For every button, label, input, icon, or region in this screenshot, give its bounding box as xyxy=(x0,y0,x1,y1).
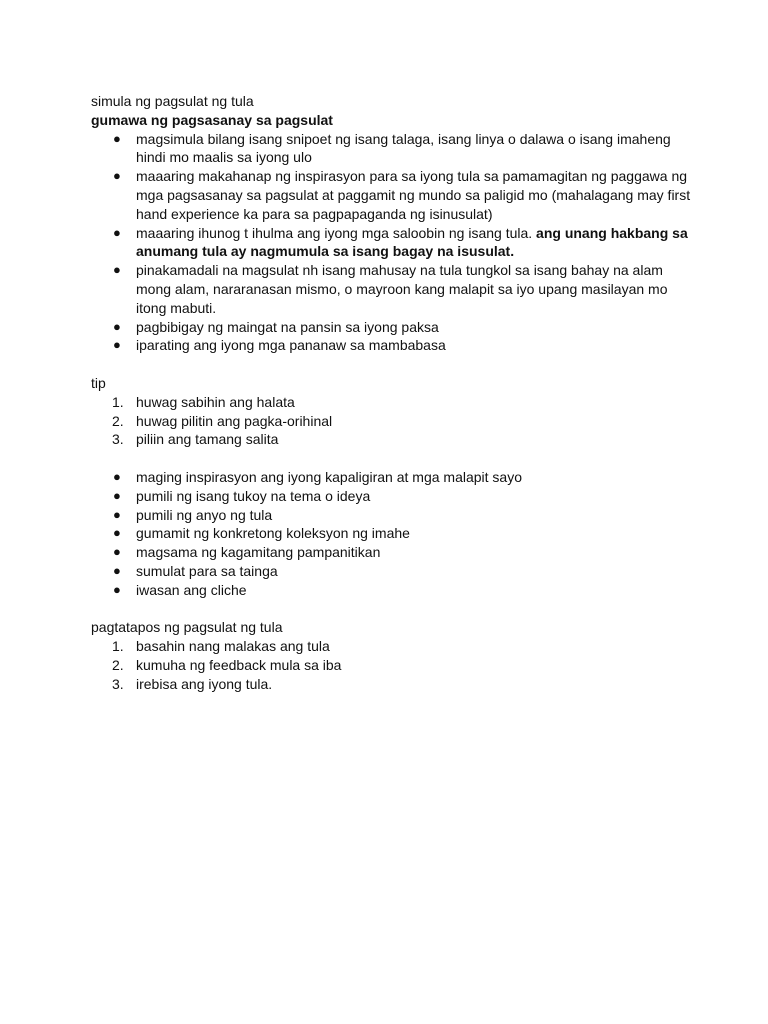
bullet-icon: ● xyxy=(113,262,121,278)
list-item xyxy=(91,430,691,449)
list-item xyxy=(91,468,691,487)
list-item-text: magsimula bilang isang snipoet ng isang talaga, isang linya o dalawa o isang imaheng hindi mo maalis sa iyong ulo xyxy=(136,130,671,166)
list-item xyxy=(91,581,691,600)
list-number: 3. xyxy=(112,675,124,692)
list-item xyxy=(91,543,691,562)
section3-numbered-list xyxy=(91,637,691,693)
spacer xyxy=(91,600,691,619)
bullet-icon: ● xyxy=(113,224,121,240)
list-item-text: irebisa ang iyong tula. xyxy=(136,675,273,692)
list-item-text: maaaring ihunog t ihulma ang iyong mga saloobin ng isang tula. xyxy=(136,224,537,241)
list-item-text: iparating ang iyong mga pananaw sa mambabasa xyxy=(136,337,446,354)
list-item-text: gumamit ng konkretong koleksyon ng imahe xyxy=(136,525,410,542)
list-item xyxy=(91,167,691,223)
spacer xyxy=(91,355,691,374)
document-page xyxy=(91,92,691,694)
section2-title: tip xyxy=(91,374,106,391)
list-number: 2. xyxy=(112,656,124,673)
list-item-text: huwag sabihin ang halata xyxy=(136,393,295,410)
bullet-icon: ● xyxy=(113,581,121,597)
bullet-icon: ● xyxy=(113,318,121,334)
list-item-text: sumulat para sa tainga xyxy=(136,562,278,579)
list-item-text: maging inspirasyon ang iyong kapaligiran at mga malapit sayo xyxy=(136,468,522,485)
bullet-icon: ● xyxy=(113,544,121,560)
list-item xyxy=(91,393,691,412)
list-item xyxy=(91,562,691,581)
bullet-icon: ● xyxy=(113,337,121,353)
list-item xyxy=(91,656,691,675)
list-item xyxy=(91,318,691,337)
list-item-text: pumili ng isang tukoy na tema o ideya xyxy=(136,487,371,504)
list-item-text: pinakamadali na magsulat nh isang mahusay na tula tungkol sa isang bahay na alam mong alam, nararanasan mismo, o mayroon kang malapit sa iyo upang masilayan mo itong mabuti. xyxy=(136,262,668,316)
section1-bullet-list xyxy=(91,130,691,356)
list-item-text: huwag pilitin ang pagka-orihinal xyxy=(136,412,333,429)
list-item-bold-text: ang unang hakbang sa anumang tula ay nagmumula sa isang bagay na isusulat. xyxy=(136,224,688,260)
list-item xyxy=(91,130,691,168)
section1-title: simula ng pagsulat ng tula xyxy=(91,93,254,109)
bullet-icon: ● xyxy=(113,168,121,184)
list-item-text: pumili ng anyo ng tula xyxy=(136,506,273,523)
bullet-icon: ● xyxy=(113,487,121,503)
bullet-icon: ● xyxy=(113,506,121,522)
list-item-text: piliin ang tamang salita xyxy=(136,431,279,448)
bullet-icon: ● xyxy=(113,525,121,541)
spacer xyxy=(91,449,691,468)
bullet-icon: ● xyxy=(113,130,121,146)
list-item xyxy=(91,336,691,355)
section3-title: pagtatapos ng pagsulat ng tula xyxy=(91,619,283,636)
list-number: 1. xyxy=(112,638,124,655)
list-item xyxy=(91,675,691,694)
list-item xyxy=(91,261,691,317)
list-number: 3. xyxy=(112,431,124,448)
list-item xyxy=(91,506,691,525)
list-item-text: iwasan ang cliche xyxy=(136,581,247,598)
list-item xyxy=(91,487,691,506)
list-item-text: maaaring makahanap ng inspirasyon para sa iyong tula sa pamamagitan ng paggawa ng mga pagsasanay sa pagsulat at paggamit ng mundo sa paligid mo (mahalagang may first hand experience ka para sa pagpapaganda ng isinusulat) xyxy=(136,168,691,222)
section1-subtitle: gumawa ng pagsasanay sa pagsulat xyxy=(91,111,333,128)
list-number: 1. xyxy=(112,393,124,410)
list-item-text: basahin nang malakas ang tula xyxy=(136,638,330,655)
section2-bullet-list xyxy=(91,468,691,600)
list-item xyxy=(91,412,691,431)
list-item xyxy=(91,224,691,262)
list-item xyxy=(91,524,691,543)
list-item-text: kumuha ng feedback mula sa iba xyxy=(136,656,342,673)
list-item xyxy=(91,637,691,656)
list-number: 2. xyxy=(112,412,124,429)
list-item-text: magsama ng kagamitang pampanitikan xyxy=(136,544,381,561)
section2-numbered-list xyxy=(91,393,691,449)
list-item-text: pagbibigay ng maingat na pansin sa iyong paksa xyxy=(136,318,439,335)
bullet-icon: ● xyxy=(113,562,121,578)
bullet-icon: ● xyxy=(113,468,121,484)
